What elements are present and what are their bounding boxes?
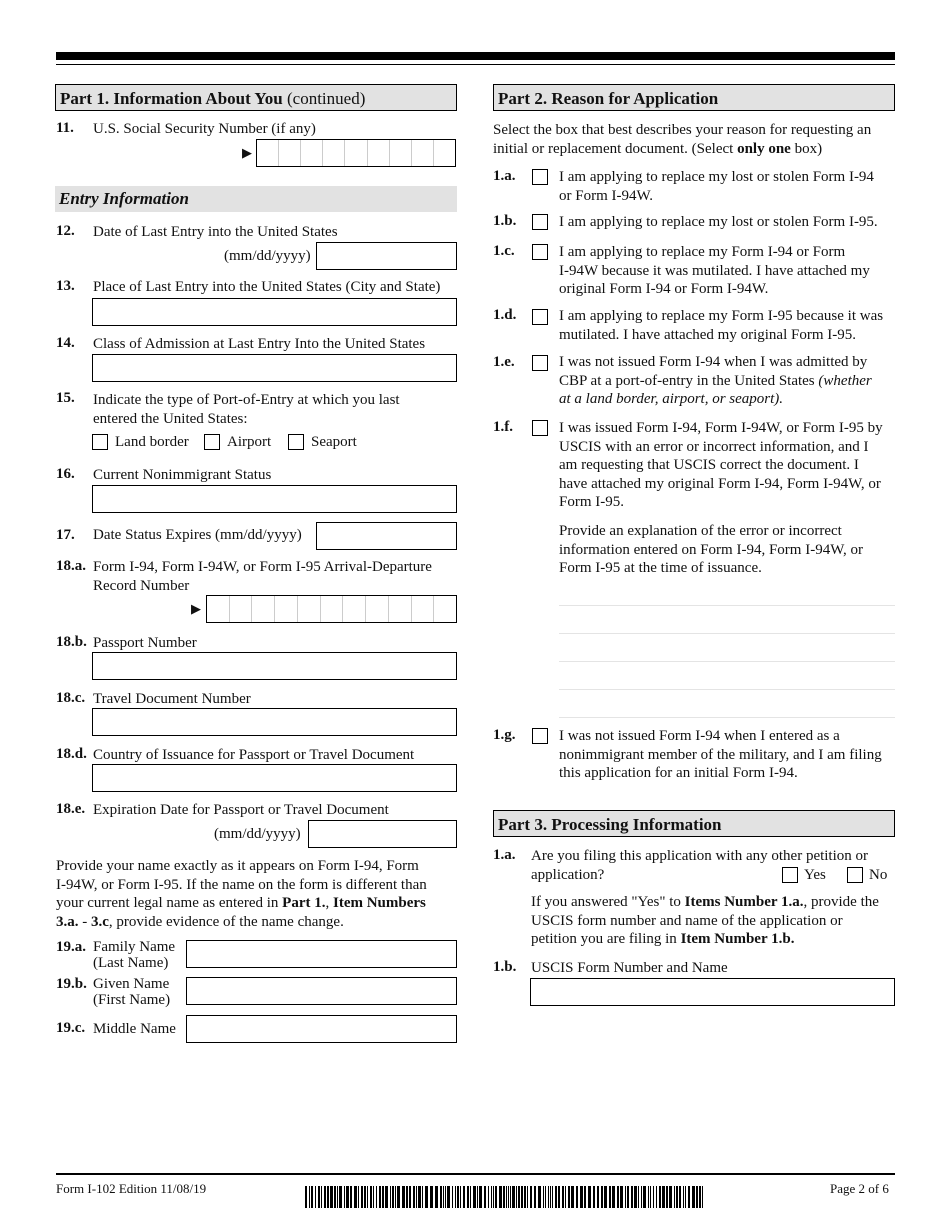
- q12-format: (mm/dd/yyyy): [224, 248, 311, 264]
- barcode-icon: [305, 1186, 712, 1208]
- reason-1d-checkbox[interactable]: [532, 309, 548, 325]
- arrow-icon: ▶: [191, 601, 201, 616]
- q17-number: 17.: [56, 527, 75, 543]
- form-edition: Form I-102 Edition 11/08/19: [56, 1181, 207, 1196]
- reason-1a-checkbox[interactable]: [532, 169, 548, 185]
- part2-intro-line1: Select the box that best describes your reason for requesting an: [493, 122, 872, 138]
- last-entry-place-input[interactable]: [92, 298, 457, 326]
- q14-label: Class of Admission at Last Entry Into the United States: [93, 336, 426, 352]
- uscis-form-number-input[interactable]: [530, 978, 895, 1006]
- q14-number: 14.: [56, 335, 75, 351]
- q11-number: 11.: [56, 120, 74, 136]
- q18e-number: 18.e.: [56, 801, 86, 817]
- footer-rule: [56, 1173, 895, 1175]
- ssn-input[interactable]: [256, 139, 456, 167]
- status-expires-input[interactable]: [316, 522, 457, 550]
- p2-1c-number: 1.c.: [493, 243, 515, 259]
- yes-label: Yes: [804, 867, 826, 883]
- reason-1g-checkbox[interactable]: [532, 728, 548, 744]
- q18d-label: Country of Issuance for Passport or Travel Document: [93, 747, 415, 763]
- top-thick-rule: [56, 52, 895, 60]
- q12-number: 12.: [56, 223, 75, 239]
- nonimmigrant-status-input[interactable]: [92, 485, 457, 513]
- passport-expiration-input[interactable]: [308, 820, 457, 848]
- part2-header: Part 2. Reason for Application: [493, 84, 895, 111]
- q13-label: Place of Last Entry into the United States (City and State): [93, 279, 441, 295]
- name-instructions-line2: I-94W, or Form I-95. If the name on the form is different than: [56, 877, 427, 893]
- q18e-format: (mm/dd/yyyy): [214, 826, 301, 842]
- family-name-input[interactable]: [186, 940, 457, 968]
- q15-number: 15.: [56, 390, 75, 406]
- other-petition-no-checkbox[interactable]: [847, 867, 863, 883]
- passport-number-input[interactable]: [92, 652, 457, 680]
- q12-label: Date of Last Entry into the United States: [93, 224, 338, 240]
- seaport-checkbox[interactable]: [288, 434, 304, 450]
- explanation-line-5[interactable]: [559, 717, 895, 718]
- p3-1a-followup: If you answered "Yes" to Items Number 1.a., provide the USCIS form number and name of the application or petition you are filing in Item Number 1.b.: [531, 894, 879, 947]
- p2-1b-text: I am applying to replace my lost or stolen Form I-95.: [559, 214, 878, 230]
- p2-1f-text: I was issued Form I-94, Form I-94W, or Form I-95 by USCIS with an error or incorrect information, and I am requesting that USCIS correct the document. I have attached my original Form I-94, Form I-94W, or Form I-95.: [559, 420, 883, 510]
- entry-information-header: Entry Information: [55, 186, 457, 212]
- explanation-line-2[interactable]: [559, 633, 895, 634]
- q18b-label: Passport Number: [93, 635, 197, 651]
- reason-1b-checkbox[interactable]: [532, 214, 548, 230]
- name-instructions-line3: your current legal name as entered in Part 1., Item Numbers: [56, 895, 426, 911]
- q18a-number: 18.a.: [56, 558, 86, 574]
- q19c-label: Middle Name: [93, 1021, 176, 1037]
- land-border-label: Land border: [115, 434, 189, 450]
- q19b-number: 19.b.: [56, 976, 87, 992]
- p2-1c-text: I am applying to replace my Form I-94 or Form I-94W because it was mutilated. I have attached my original Form I-94 or Form I-94W.: [559, 244, 870, 297]
- q18d-number: 18.d.: [56, 746, 87, 762]
- top-thin-rule: [56, 64, 895, 65]
- q18a-label-line2: Record Number: [93, 578, 190, 594]
- q18c-label: Travel Document Number: [93, 691, 251, 707]
- part1-header: Part 1. Information About You (continued): [55, 84, 457, 111]
- p3-1b-number: 1.b.: [493, 959, 517, 975]
- explanation-line-1[interactable]: [559, 605, 895, 606]
- explanation-line-3[interactable]: [559, 661, 895, 662]
- q18a-label-line1: Form I-94, Form I-94W, or Form I-95 Arrival-Departure: [93, 559, 432, 575]
- q17-label: Date Status Expires (mm/dd/yyyy): [93, 527, 302, 543]
- q15-label-line1: Indicate the type of Port-of-Entry at which you last: [93, 392, 400, 408]
- last-entry-date-input[interactable]: [316, 242, 457, 270]
- q18b-number: 18.b.: [56, 634, 87, 650]
- country-of-issuance-input[interactable]: [92, 764, 457, 792]
- part3-header: Part 3. Processing Information: [493, 810, 895, 837]
- explanation-line-4[interactable]: [559, 689, 895, 690]
- q11-label: U.S. Social Security Number (if any): [93, 121, 316, 137]
- part2-intro-line2: initial or replacement document. (Select only one box): [493, 141, 823, 157]
- airport-checkbox[interactable]: [204, 434, 220, 450]
- q18c-number: 18.c.: [56, 690, 86, 706]
- p2-1a-number: 1.a.: [493, 168, 516, 184]
- given-name-input[interactable]: [186, 977, 457, 1005]
- reason-1c-checkbox[interactable]: [532, 244, 548, 260]
- p2-1g-text: I was not issued Form I-94 when I entered as a nonimmigrant member of the military, and I am filing this application for an initial Form I-94.: [559, 728, 882, 781]
- q19a-number: 19.a.: [56, 939, 86, 955]
- class-of-admission-input[interactable]: [92, 354, 457, 382]
- q19a-label: Family Name (Last Name): [93, 939, 176, 971]
- seaport-label: Seaport: [311, 434, 357, 450]
- q19c-number: 19.c.: [56, 1020, 86, 1036]
- q18e-label: Expiration Date for Passport or Travel Document: [93, 802, 389, 818]
- p2-1a-text: I am applying to replace my lost or stolen Form I-94 or Form I-94W.: [559, 169, 874, 204]
- airport-label: Airport: [227, 434, 272, 450]
- middle-name-input[interactable]: [186, 1015, 457, 1043]
- p2-1d-text: I am applying to replace my Form I-95 because it was mutilated. I have attached my original Form I-95.: [559, 308, 884, 343]
- reason-1f-checkbox[interactable]: [532, 420, 548, 436]
- arrow-icon: ▶: [242, 145, 252, 160]
- q13-number: 13.: [56, 278, 75, 294]
- p2-1f-explanation-prompt: Provide an explanation of the error or incorrect information entered on Form I-94, Form I-94W, or Form I-95 at the time of issuance.: [559, 523, 863, 576]
- p3-1a-number: 1.a.: [493, 847, 516, 863]
- q19b-label: Given Name (First Name): [93, 976, 171, 1008]
- land-border-checkbox[interactable]: [92, 434, 108, 450]
- p2-1f-number: 1.f.: [493, 419, 513, 435]
- travel-document-number-input[interactable]: [92, 708, 457, 736]
- arrival-departure-number-input[interactable]: [206, 595, 457, 623]
- p2-1e-number: 1.e.: [493, 354, 515, 370]
- p2-1g-number: 1.g.: [493, 727, 516, 743]
- p2-1e-text: I was not issued Form I-94 when I was admitted by CBP at a port-of-entry in the United States (whether at a land border, airport, or seaport).: [559, 354, 872, 407]
- other-petition-yes-checkbox[interactable]: [782, 867, 798, 883]
- p3-1a-question: Are you filing this application with any other petition or application?: [531, 848, 869, 883]
- q16-label: Current Nonimmigrant Status: [93, 467, 272, 483]
- p2-1b-number: 1.b.: [493, 213, 517, 229]
- p2-1d-number: 1.d.: [493, 307, 517, 323]
- name-instructions-line4: 3.a. - 3.c, provide evidence of the name change.: [56, 914, 344, 930]
- q16-number: 16.: [56, 466, 75, 482]
- reason-1e-checkbox[interactable]: [532, 355, 548, 371]
- no-label: No: [869, 867, 888, 883]
- page-number: Page 2 of 6: [830, 1181, 889, 1196]
- p3-1b-label: USCIS Form Number and Name: [531, 960, 728, 976]
- name-instructions-line1: Provide your name exactly as it appears on Form I-94, Form: [56, 858, 419, 874]
- q15-label-line2: entered the United States:: [93, 411, 248, 427]
